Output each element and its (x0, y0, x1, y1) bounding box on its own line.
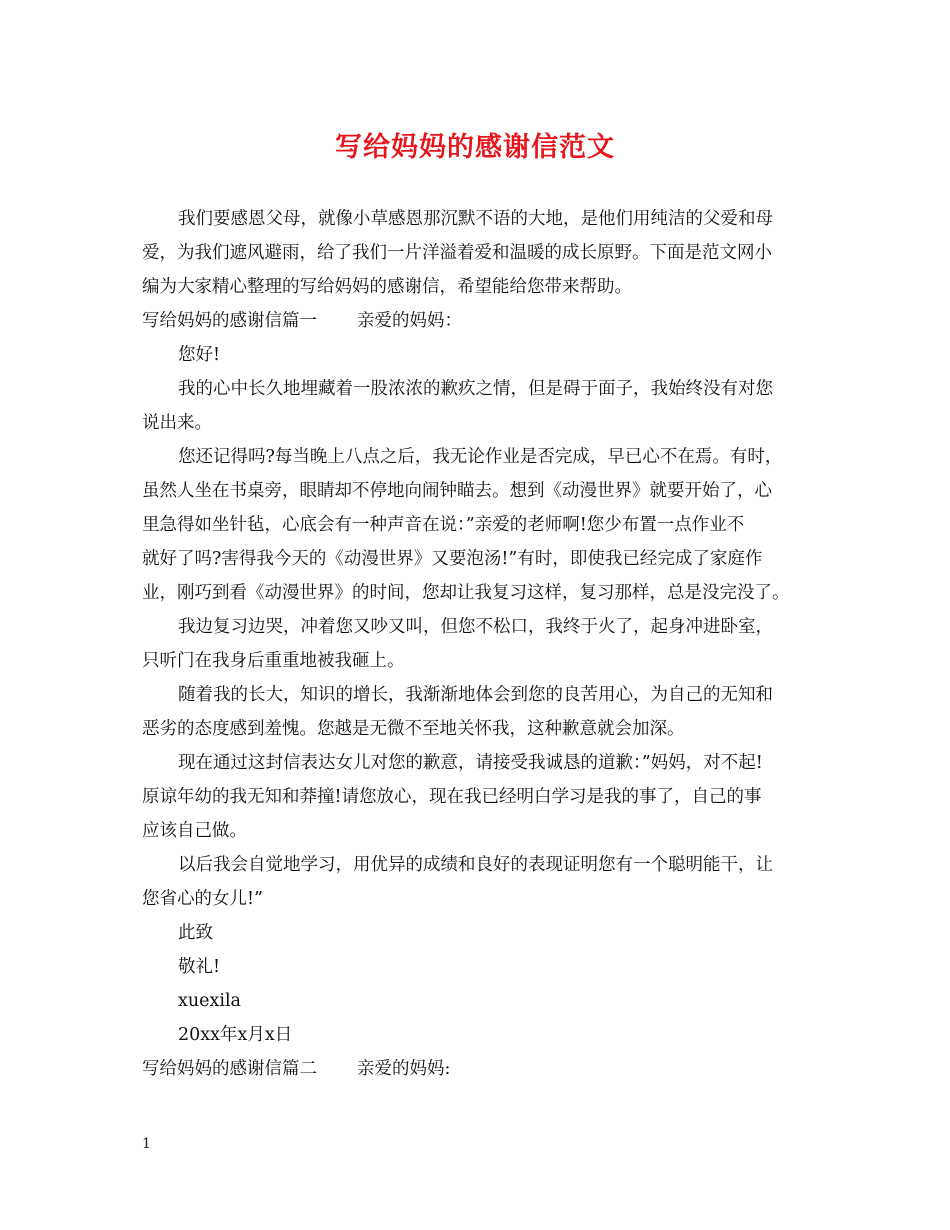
line-text: 应该自己做。 (142, 821, 247, 841)
document-body (142, 202, 814, 1086)
line-text: 我边复习边哭，冲着您又吵又叫，但您不松口，我终于火了，起身冲进卧室， (178, 617, 773, 637)
closing-line (142, 916, 814, 950)
line-text: 里急得如坐针毡，心底会有一种声音在说：”亲爱的老师啊!您少布置一点作业不 (142, 515, 745, 535)
body-line (142, 406, 814, 440)
line-text: 爱，为我们遮风避雨，给了我们一片洋溢着爱和温暖的成长原野。下面是范文网小 (142, 243, 772, 263)
line-text: 业，刚巧到看《动漫世界》的时间，您却让我复习这样，复习那样，总是没完没了。 (142, 583, 790, 603)
greeting: 您好! (178, 345, 221, 365)
document-title: 写给妈妈的感谢信范文 (335, 132, 615, 163)
line-text: 原谅年幼的我无知和莽撞!请您放心，现在我已经明白学习是我的事了，自己的事 (142, 787, 762, 807)
date-line (142, 1018, 814, 1052)
body-line (142, 610, 814, 644)
salutation: 亲爱的妈妈： (357, 311, 462, 331)
body-line (142, 644, 814, 678)
closing-text: 此致 (178, 923, 213, 943)
body-line (142, 576, 814, 610)
body-line (142, 712, 814, 746)
line-text: 虽然人坐在书桌旁，眼睛却不停地向闹钟瞄去。想到《动漫世界》就要开始了，心 (142, 481, 772, 501)
body-line (142, 440, 814, 474)
signature: xuexila (178, 991, 241, 1011)
body-line (142, 202, 814, 236)
body-line (142, 678, 814, 712)
body-line (142, 882, 814, 916)
closing-line (142, 950, 814, 984)
closing-text: 敬礼! (178, 957, 221, 977)
body-line (142, 780, 814, 814)
line-text: 只听门在我身后重重地被我砸上。 (142, 651, 405, 671)
line-text: 以后我会自觉地学习，用优异的成绩和良好的表现证明您有一个聪明能干，让 (178, 855, 773, 875)
section-heading: 写给妈妈的感谢信篇二 (142, 1059, 317, 1079)
body-line (142, 474, 814, 508)
line-text: 您省心的女儿!” (142, 889, 263, 909)
body-line (142, 270, 814, 304)
section-heading-line (142, 304, 814, 338)
line-text: 现在通过这封信表达女儿对您的歉意，请接受我诚恳的道歉：”妈妈，对不起! (178, 753, 763, 773)
section-heading: 写给妈妈的感谢信篇一 (142, 311, 317, 331)
body-line (142, 338, 814, 372)
body-line (142, 814, 814, 848)
body-line (142, 542, 814, 576)
line-text: 我的心中长久地埋藏着一股浓浓的歉疚之情，但是碍于面子，我始终没有对您 (178, 379, 773, 399)
body-line (142, 236, 814, 270)
body-line (142, 848, 814, 882)
signature-line (142, 984, 814, 1018)
body-line (142, 508, 814, 542)
section-heading-line (142, 1052, 814, 1086)
line-text: 您还记得吗?每当晚上八点之后，我无论作业是否完成，早已心不在焉。有时， (178, 447, 783, 467)
page-number: 1 (142, 1136, 151, 1152)
line-text: 恶劣的态度感到羞愧。您越是无微不至地关怀我，这种歉意就会加深。 (142, 719, 685, 739)
line-text: 就好了吗?害得我今天的《动漫世界》又要泡汤!”有时，即使我已经完成了家庭作 (142, 549, 763, 569)
line-text: 说出来。 (142, 413, 212, 433)
date: 20xx年x月x日 (178, 1025, 293, 1045)
line-text: 编为大家精心整理的写给妈妈的感谢信，希望能给您带来帮助。 (142, 277, 632, 297)
body-line (142, 746, 814, 780)
salutation: 亲爱的妈妈: (357, 1059, 451, 1079)
line-text: 我们要感恩父母，就像小草感恩那沉默不语的大地，是他们用纯洁的父爱和母 (178, 209, 773, 229)
line-text: 随着我的长大，知识的增长，我渐渐地体会到您的良苦用心，为自己的无知和 (178, 685, 773, 705)
body-line (142, 372, 814, 406)
